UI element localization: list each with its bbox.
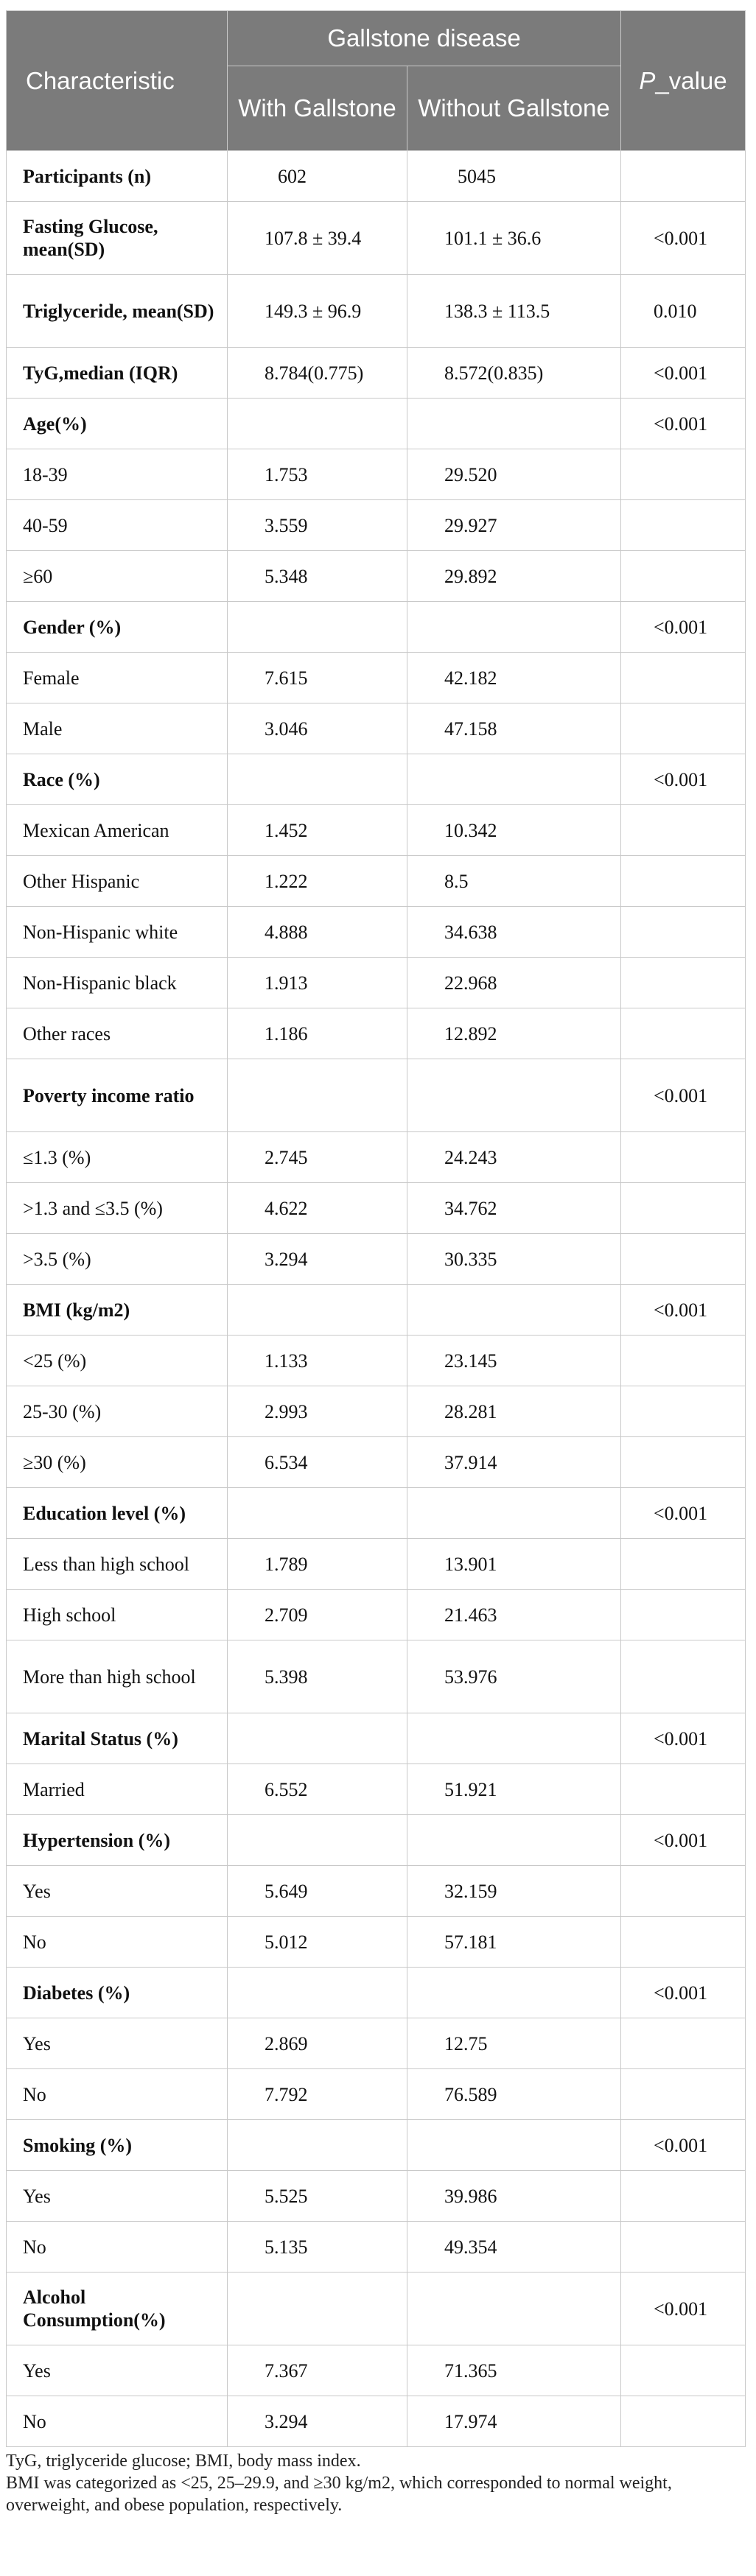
cell-without-gallstone: 53.976 [407, 1640, 621, 1713]
header-gallstone-disease: Gallstone disease [228, 11, 621, 66]
table-row [7, 1008, 746, 1059]
cell-without-gallstone [407, 1059, 621, 1132]
cell-p-value [621, 2171, 746, 2222]
cell-p-value: <0.001 [621, 2120, 746, 2171]
row-label: Other Hispanic [7, 856, 228, 907]
cell-with-gallstone: 1.913 [228, 958, 407, 1008]
cell-without-gallstone: 39.986 [407, 2171, 621, 2222]
table-row [7, 1437, 746, 1488]
cell-with-gallstone [228, 1059, 407, 1132]
cell-with-gallstone: 1.222 [228, 856, 407, 907]
cell-p-value [621, 1866, 746, 1917]
cell-without-gallstone [407, 1815, 621, 1866]
row-label: 25-30 (%) [7, 1386, 228, 1437]
row-label: More than high school [7, 1640, 228, 1713]
row-label: No [7, 2069, 228, 2120]
cell-without-gallstone: 42.182 [407, 653, 621, 703]
table-row [7, 1764, 746, 1815]
table-row [7, 1488, 746, 1539]
cell-p-value: <0.001 [621, 2273, 746, 2345]
cell-p-value: <0.001 [621, 1713, 746, 1764]
cell-with-gallstone: 6.534 [228, 1437, 407, 1488]
cell-without-gallstone: 24.243 [407, 1132, 621, 1183]
row-label: ≥60 [7, 551, 228, 602]
row-label: Married [7, 1764, 228, 1815]
cell-with-gallstone: 6.552 [228, 1764, 407, 1815]
cell-with-gallstone: 602 [228, 151, 407, 202]
cell-without-gallstone: 37.914 [407, 1437, 621, 1488]
cell-p-value [621, 1008, 746, 1059]
header-p-value [621, 11, 746, 151]
cell-with-gallstone: 4.888 [228, 907, 407, 958]
table-row [7, 2120, 746, 2171]
cell-without-gallstone: 29.892 [407, 551, 621, 602]
cell-with-gallstone: 4.622 [228, 1183, 407, 1234]
cell-p-value [621, 500, 746, 551]
characteristics-table [6, 10, 746, 2447]
cell-p-value [621, 653, 746, 703]
row-label: 40-59 [7, 500, 228, 551]
table-row [7, 449, 746, 500]
cell-p-value: <0.001 [621, 1059, 746, 1132]
cell-p-value: <0.001 [621, 602, 746, 653]
cell-with-gallstone: 5.649 [228, 1866, 407, 1917]
table-row [7, 703, 746, 754]
row-label: Poverty income ratio [7, 1059, 228, 1132]
row-label: >3.5 (%) [7, 1234, 228, 1285]
table-row [7, 551, 746, 602]
header-with-gallstone: With Gallstone [228, 66, 407, 151]
table-row [7, 653, 746, 703]
row-label: Smoking (%) [7, 2120, 228, 2171]
cell-with-gallstone [228, 1285, 407, 1336]
row-label: Participants (n) [7, 151, 228, 202]
row-label: Age(%) [7, 399, 228, 449]
cell-p-value [621, 1234, 746, 1285]
table-row [7, 2018, 746, 2069]
row-label: Female [7, 653, 228, 703]
cell-p-value [621, 805, 746, 856]
cell-p-value [621, 856, 746, 907]
row-label: <25 (%) [7, 1336, 228, 1386]
cell-p-value: <0.001 [621, 1815, 746, 1866]
cell-with-gallstone: 2.745 [228, 1132, 407, 1183]
cell-with-gallstone: 7.615 [228, 653, 407, 703]
table-row [7, 1815, 746, 1866]
cell-without-gallstone [407, 2120, 621, 2171]
cell-p-value [621, 2396, 746, 2447]
cell-with-gallstone: 1.186 [228, 1008, 407, 1059]
cell-p-value [621, 1590, 746, 1640]
cell-with-gallstone: 1.133 [228, 1336, 407, 1386]
header-p-letter: P [639, 66, 656, 94]
cell-without-gallstone: 28.281 [407, 1386, 621, 1437]
table-row [7, 907, 746, 958]
cell-p-value [621, 907, 746, 958]
cell-without-gallstone [407, 1285, 621, 1336]
cell-p-value: <0.001 [621, 1488, 746, 1539]
table-row [7, 602, 746, 653]
cell-with-gallstone: 149.3 ± 96.9 [228, 275, 407, 348]
cell-without-gallstone: 49.354 [407, 2222, 621, 2273]
cell-without-gallstone [407, 399, 621, 449]
cell-with-gallstone: 1.452 [228, 805, 407, 856]
table-row [7, 805, 746, 856]
row-label: Gender (%) [7, 602, 228, 653]
row-label: Other races [7, 1008, 228, 1059]
cell-p-value: <0.001 [621, 202, 746, 275]
cell-with-gallstone [228, 602, 407, 653]
cell-p-value [621, 2069, 746, 2120]
row-label: No [7, 2396, 228, 2447]
cell-without-gallstone: 17.974 [407, 2396, 621, 2447]
cell-with-gallstone: 2.993 [228, 1386, 407, 1437]
cell-without-gallstone: 8.572(0.835) [407, 348, 621, 399]
table-row [7, 754, 746, 805]
row-label: Non-Hispanic white [7, 907, 228, 958]
cell-p-value [621, 1437, 746, 1488]
row-label: ≤1.3 (%) [7, 1132, 228, 1183]
cell-with-gallstone: 3.294 [228, 1234, 407, 1285]
table-row [7, 2345, 746, 2396]
table-row [7, 1968, 746, 2018]
cell-without-gallstone: 5045 [407, 151, 621, 202]
header-p-suffix: _value [655, 66, 727, 94]
table-figure [6, 10, 745, 2516]
cell-without-gallstone [407, 2273, 621, 2345]
row-label: Diabetes (%) [7, 1968, 228, 2018]
cell-with-gallstone [228, 1488, 407, 1539]
cell-p-value [621, 449, 746, 500]
cell-with-gallstone [228, 2120, 407, 2171]
cell-p-value [621, 2222, 746, 2273]
table-row [7, 1590, 746, 1640]
table-row [7, 1539, 746, 1590]
cell-with-gallstone: 2.709 [228, 1590, 407, 1640]
row-label: No [7, 1917, 228, 1968]
cell-with-gallstone: 7.792 [228, 2069, 407, 2120]
row-label: >1.3 and ≤3.5 (%) [7, 1183, 228, 1234]
cell-with-gallstone: 107.8 ± 39.4 [228, 202, 407, 275]
footnote-abbreviations: TyG, triglyceride glucose; BMI, body mass index. [6, 2452, 361, 2471]
cell-with-gallstone: 3.559 [228, 500, 407, 551]
cell-without-gallstone: 10.342 [407, 805, 621, 856]
cell-without-gallstone: 71.365 [407, 2345, 621, 2396]
cell-without-gallstone: 47.158 [407, 703, 621, 754]
cell-with-gallstone: 2.869 [228, 2018, 407, 2069]
row-label: High school [7, 1590, 228, 1640]
row-label: Hypertension (%) [7, 1815, 228, 1866]
cell-p-value [621, 1917, 746, 1968]
table-row [7, 500, 746, 551]
row-label: Yes [7, 1866, 228, 1917]
cell-with-gallstone: 8.784(0.775) [228, 348, 407, 399]
cell-with-gallstone: 1.789 [228, 1539, 407, 1590]
table-row [7, 2222, 746, 2273]
table-row [7, 1917, 746, 1968]
cell-without-gallstone: 12.892 [407, 1008, 621, 1059]
table-row [7, 856, 746, 907]
cell-without-gallstone [407, 754, 621, 805]
table-row [7, 1336, 746, 1386]
cell-without-gallstone: 57.181 [407, 1917, 621, 1968]
cell-p-value [621, 958, 746, 1008]
cell-p-value [621, 1183, 746, 1234]
cell-p-value [621, 1539, 746, 1590]
cell-without-gallstone [407, 602, 621, 653]
cell-without-gallstone: 8.5 [407, 856, 621, 907]
table-row [7, 2171, 746, 2222]
cell-without-gallstone [407, 1713, 621, 1764]
table-row [7, 399, 746, 449]
cell-p-value: <0.001 [621, 1968, 746, 2018]
table-row [7, 1059, 746, 1132]
cell-without-gallstone: 13.901 [407, 1539, 621, 1590]
table-row [7, 1285, 746, 1336]
row-label: Yes [7, 2171, 228, 2222]
cell-without-gallstone: 32.159 [407, 1866, 621, 1917]
cell-without-gallstone: 101.1 ± 36.6 [407, 202, 621, 275]
row-label: Triglyceride, mean(SD) [7, 275, 228, 348]
cell-p-value [621, 1386, 746, 1437]
table-row [7, 2273, 746, 2345]
row-label: Marital Status (%) [7, 1713, 228, 1764]
cell-without-gallstone: 34.638 [407, 907, 621, 958]
cell-with-gallstone: 5.348 [228, 551, 407, 602]
cell-with-gallstone [228, 1968, 407, 2018]
cell-p-value [621, 2345, 746, 2396]
row-label: Yes [7, 2345, 228, 2396]
cell-without-gallstone: 138.3 ± 113.5 [407, 275, 621, 348]
header-without-gallstone: Without Gallstone [407, 66, 621, 151]
table-row [7, 275, 746, 348]
cell-p-value [621, 151, 746, 202]
cell-with-gallstone: 5.135 [228, 2222, 407, 2273]
cell-p-value [621, 703, 746, 754]
cell-with-gallstone: 7.367 [228, 2345, 407, 2396]
table-body [7, 151, 746, 2447]
table-row [7, 1132, 746, 1183]
table-row [7, 1713, 746, 1764]
cell-without-gallstone: 30.335 [407, 1234, 621, 1285]
cell-with-gallstone [228, 1713, 407, 1764]
cell-without-gallstone [407, 1968, 621, 2018]
cell-p-value: <0.001 [621, 1285, 746, 1336]
table-row [7, 1386, 746, 1437]
cell-with-gallstone: 3.046 [228, 703, 407, 754]
cell-p-value [621, 2018, 746, 2069]
cell-without-gallstone [407, 1488, 621, 1539]
cell-p-value: <0.001 [621, 399, 746, 449]
footnotes [6, 2450, 745, 2516]
cell-without-gallstone: 23.145 [407, 1336, 621, 1386]
cell-with-gallstone: 5.525 [228, 2171, 407, 2222]
cell-with-gallstone [228, 754, 407, 805]
cell-without-gallstone: 51.921 [407, 1764, 621, 1815]
cell-with-gallstone: 1.753 [228, 449, 407, 500]
row-label: No [7, 2222, 228, 2273]
cell-without-gallstone: 76.589 [407, 2069, 621, 2120]
table-row [7, 348, 746, 399]
row-label: Non-Hispanic black [7, 958, 228, 1008]
cell-p-value [621, 1764, 746, 1815]
cell-with-gallstone: 3.294 [228, 2396, 407, 2447]
cell-p-value [621, 1640, 746, 1713]
footnote-bmi: BMI was categorized as <25, 25–29.9, and ≥30 kg/m2, which corresponded to normal weight, overweight, and obese population, respectively. [6, 2474, 672, 2515]
cell-p-value: <0.001 [621, 348, 746, 399]
row-label: TyG,median (IQR) [7, 348, 228, 399]
row-label: Less than high school [7, 1539, 228, 1590]
table-row [7, 151, 746, 202]
table-row [7, 1866, 746, 1917]
row-label: BMI (kg/m2) [7, 1285, 228, 1336]
table-row [7, 958, 746, 1008]
row-label: Male [7, 703, 228, 754]
cell-with-gallstone [228, 399, 407, 449]
cell-p-value [621, 551, 746, 602]
cell-p-value: <0.001 [621, 754, 746, 805]
row-label: Race (%) [7, 754, 228, 805]
row-label: Yes [7, 2018, 228, 2069]
cell-with-gallstone: 5.012 [228, 1917, 407, 1968]
cell-without-gallstone: 29.927 [407, 500, 621, 551]
cell-without-gallstone: 21.463 [407, 1590, 621, 1640]
cell-without-gallstone: 29.520 [407, 449, 621, 500]
table-row [7, 2396, 746, 2447]
row-label: Fasting Glucose, mean(SD) [7, 202, 228, 275]
table-row [7, 1234, 746, 1285]
cell-with-gallstone: 5.398 [228, 1640, 407, 1713]
row-label: Education level (%) [7, 1488, 228, 1539]
table-row [7, 202, 746, 275]
cell-without-gallstone: 34.762 [407, 1183, 621, 1234]
table-row [7, 1183, 746, 1234]
row-label: Alcohol Consumption(%) [7, 2273, 228, 2345]
cell-p-value: 0.010 [621, 275, 746, 348]
cell-p-value [621, 1132, 746, 1183]
header-characteristic: Characteristic [7, 11, 228, 151]
cell-with-gallstone [228, 2273, 407, 2345]
table-row [7, 1640, 746, 1713]
row-label: 18-39 [7, 449, 228, 500]
cell-p-value [621, 1336, 746, 1386]
cell-without-gallstone: 12.75 [407, 2018, 621, 2069]
table-row [7, 2069, 746, 2120]
cell-with-gallstone [228, 1815, 407, 1866]
cell-without-gallstone: 22.968 [407, 958, 621, 1008]
row-label: ≥30 (%) [7, 1437, 228, 1488]
row-label: Mexican American [7, 805, 228, 856]
